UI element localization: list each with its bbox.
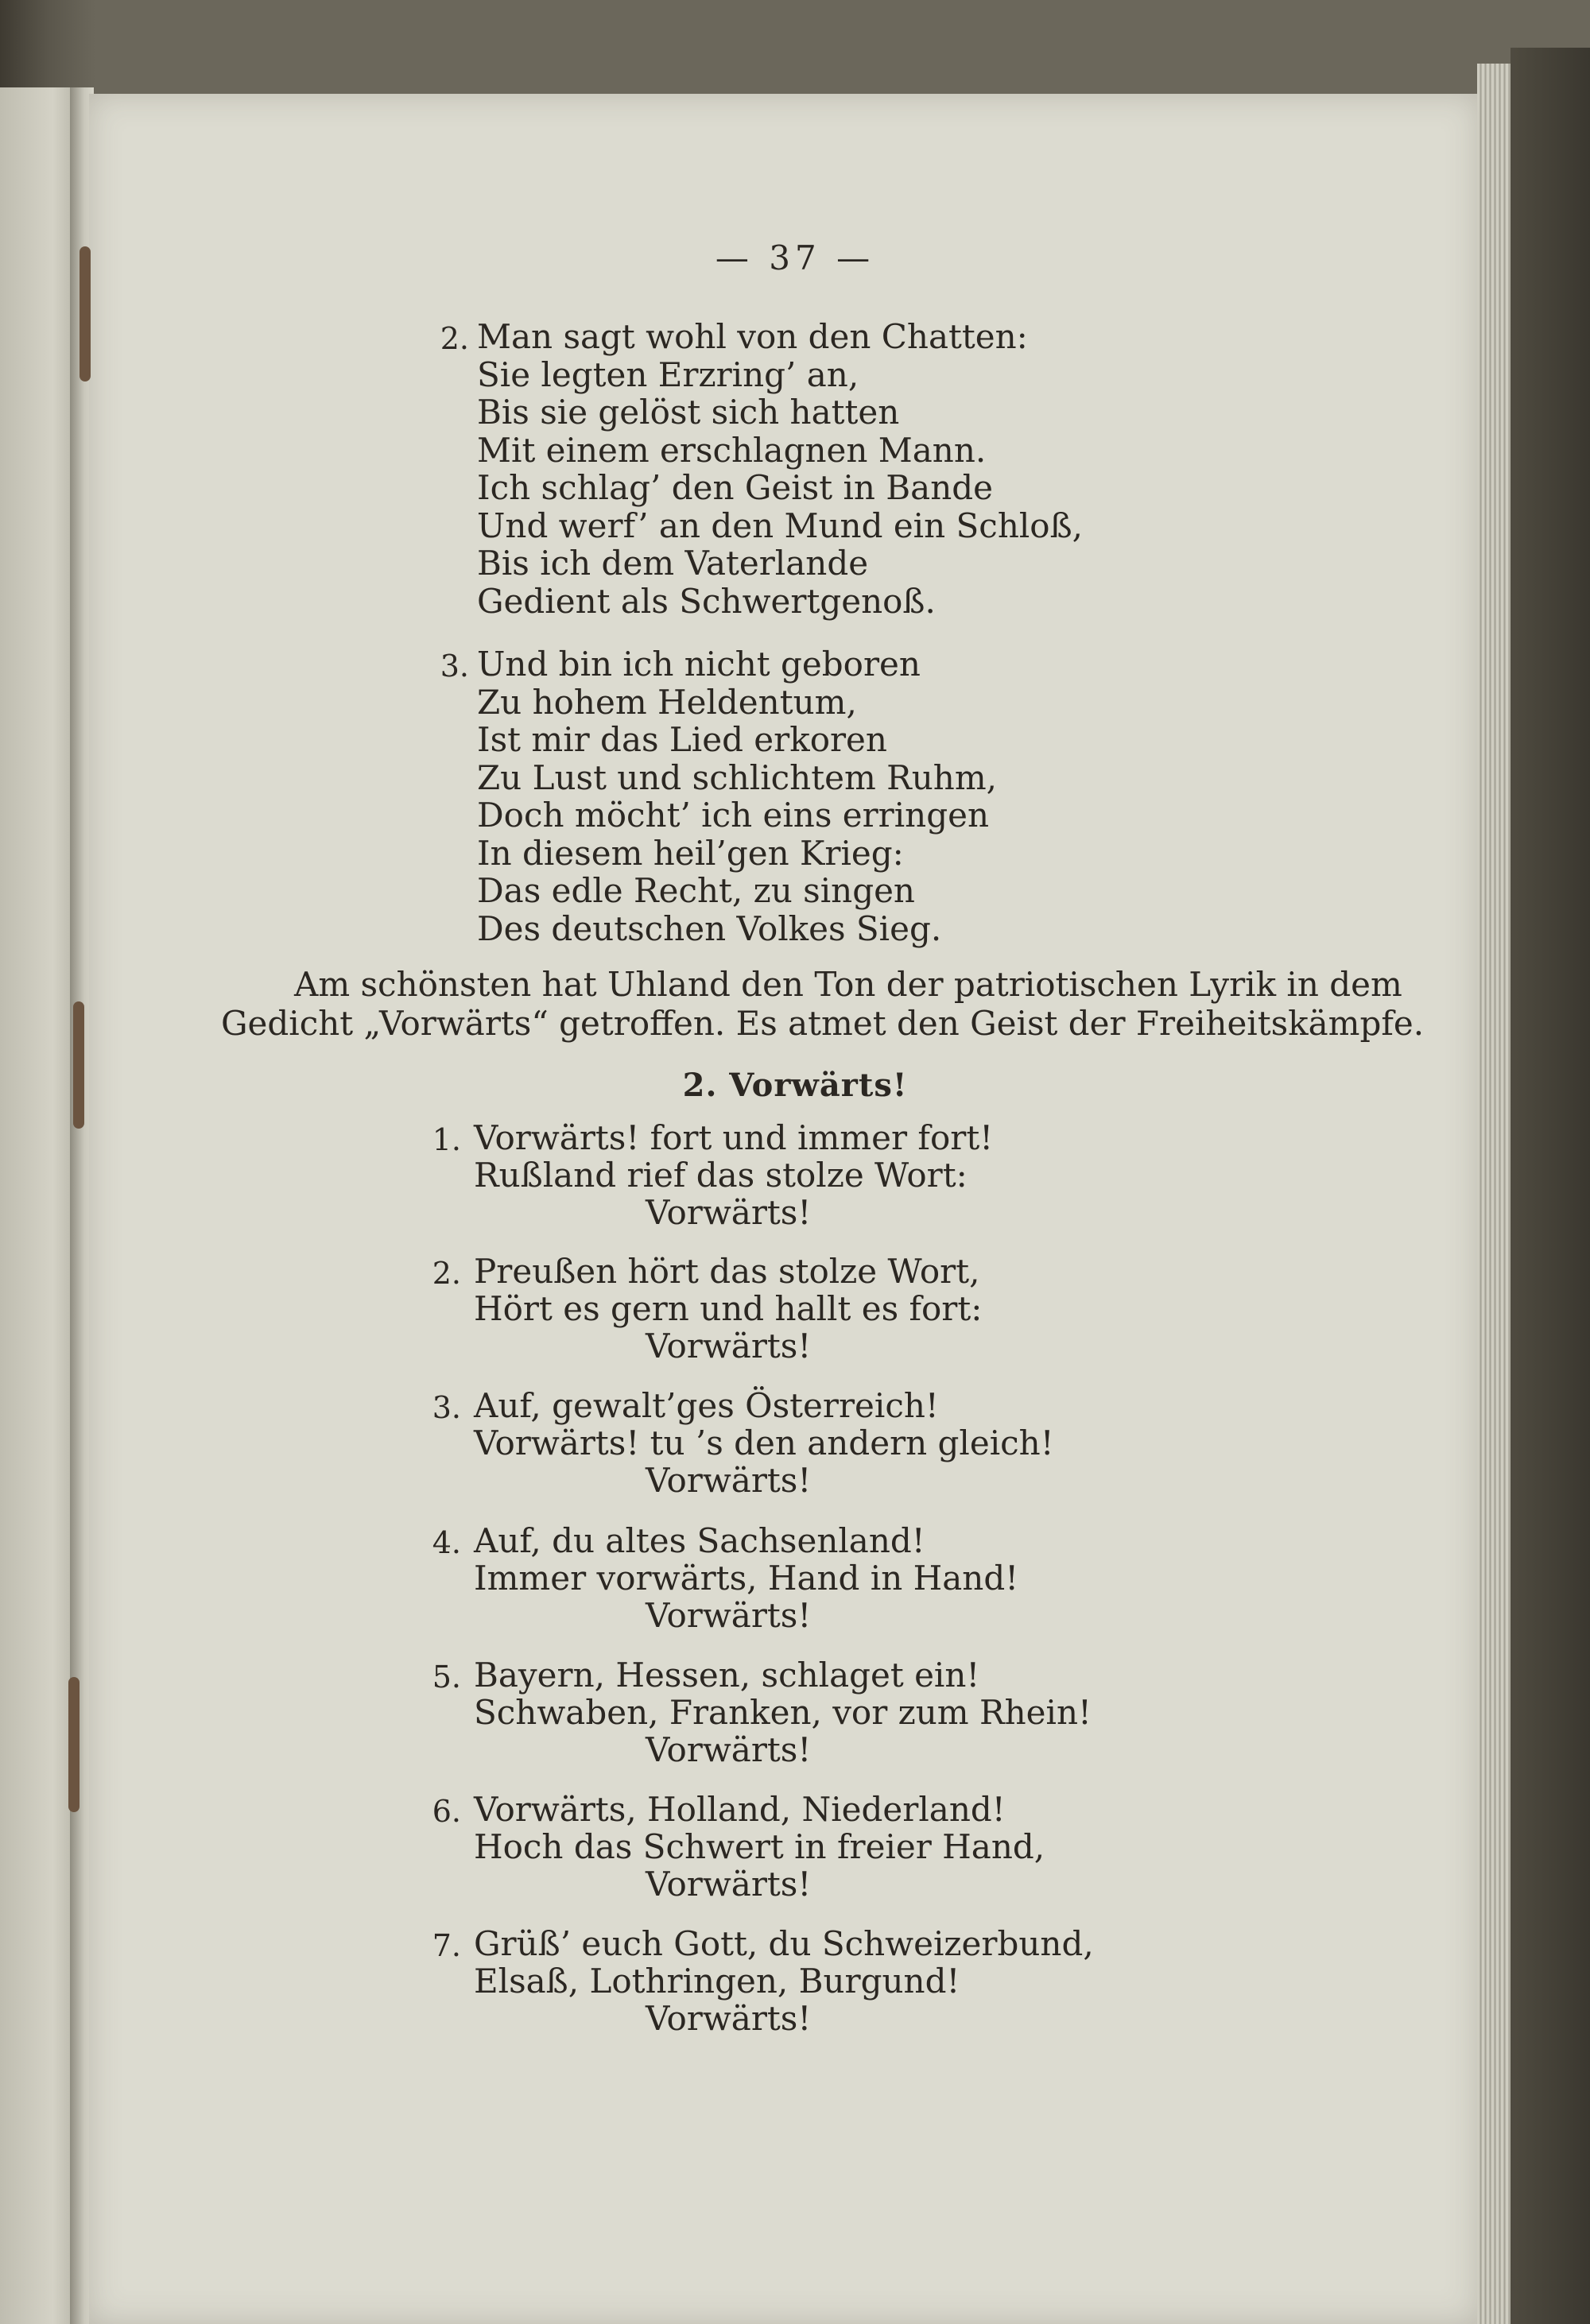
verse-line: Das edle Recht, zu singen: [477, 871, 915, 910]
verse-line: Und werf’ an den Mund ein Schloß,: [477, 505, 1083, 545]
verse-line: Doch möcht’ ich eins erringen: [477, 796, 990, 835]
stanza-number: 2.: [432, 1256, 461, 1291]
stanza-number: 4.: [432, 1525, 461, 1560]
verse-line: In diesem heil’gen Krieg:: [477, 833, 904, 873]
refrain-line: Vorwärts!: [646, 1327, 812, 1365]
prose-line: Am schönsten hat Uhland den Ton der patriotischen Lyrik in dem: [294, 965, 1402, 1004]
stanza-number: 7.: [432, 1928, 461, 1963]
verse-line: Vorwärts! tu ’s den andern gleich!: [474, 1423, 1054, 1462]
verse-line: Zu hohem Heldentum,: [477, 682, 857, 722]
verse-line: Vorwärts! fort und immer fort!: [474, 1118, 994, 1157]
verse-line: Hört es gern und hallt es fort:: [474, 1289, 983, 1328]
verse-line: Und bin ich nicht geboren: [477, 645, 921, 684]
refrain-line: Vorwärts!: [646, 1596, 812, 1635]
stanza-number: 3.: [432, 1390, 461, 1425]
verse-line: Man sagt wohl von den Chatten:: [477, 317, 1028, 356]
verse-line: Auf, du altes Sachsenland!: [474, 1521, 925, 1560]
stanza-number: 6.: [432, 1794, 461, 1829]
poem-title: 2. Vorwärts!: [682, 1067, 908, 1104]
verse-line: Ich schlag’ den Geist in Bande: [477, 468, 993, 507]
stanza-number: 1.: [432, 1122, 461, 1157]
prose-line: Gedicht „Vorwärts“ getroffen. Es atmet den Geist der Freiheitskämpfe.: [221, 1004, 1425, 1043]
verse-line: Bis sie gelöst sich hatten: [477, 393, 900, 432]
stanza-number: 5.: [432, 1660, 461, 1695]
stanza-number: 2.: [440, 321, 469, 356]
verse-line: Hoch das Schwert in freier Hand,: [474, 1827, 1045, 1866]
refrain-line: Vorwärts!: [646, 1461, 812, 1500]
verse-line: Des deutschen Volkes Sieg.: [477, 908, 942, 948]
refrain-line: Vorwärts!: [646, 1193, 812, 1232]
verse-line: Zu Lust und schlichtem Ruhm,: [477, 757, 998, 797]
stanza-number: 3.: [440, 649, 469, 684]
page-number: — 37 —: [715, 238, 875, 277]
verse-line: Sie legten Erzring’ an,: [477, 354, 859, 394]
verse-line: Auf, gewalt’ges Österreich!: [474, 1386, 939, 1425]
verse-line: Schwaben, Franken, vor zum Rhein!: [474, 1693, 1092, 1732]
verse-line: Bis ich dem Vaterlande: [477, 544, 869, 583]
verse-line: Bayern, Hessen, schlaget ein!: [474, 1656, 980, 1695]
verse-line: Grüß’ euch Gott, du Schweizerbund,: [474, 1924, 1094, 1963]
verse-line: Gedient als Schwertgenoß.: [477, 581, 936, 621]
verse-line: Vorwärts, Holland, Niederland!: [474, 1790, 1006, 1829]
verse-line: Ist mir das Lied erkoren: [477, 720, 887, 759]
verse-line: Elsaß, Lothringen, Burgund!: [474, 1962, 960, 2001]
verse-line: Preußen hört das stolze Wort,: [474, 1252, 980, 1291]
verse-line: Immer vorwärts, Hand in Hand!: [474, 1559, 1019, 1598]
verse-line: Mit einem erschlagnen Mann.: [477, 430, 987, 470]
refrain-line: Vorwärts!: [646, 1999, 812, 2038]
verse-line: Rußland rief das stolze Wort:: [474, 1156, 968, 1195]
refrain-line: Vorwärts!: [646, 1730, 812, 1769]
refrain-line: Vorwärts!: [646, 1865, 812, 1904]
